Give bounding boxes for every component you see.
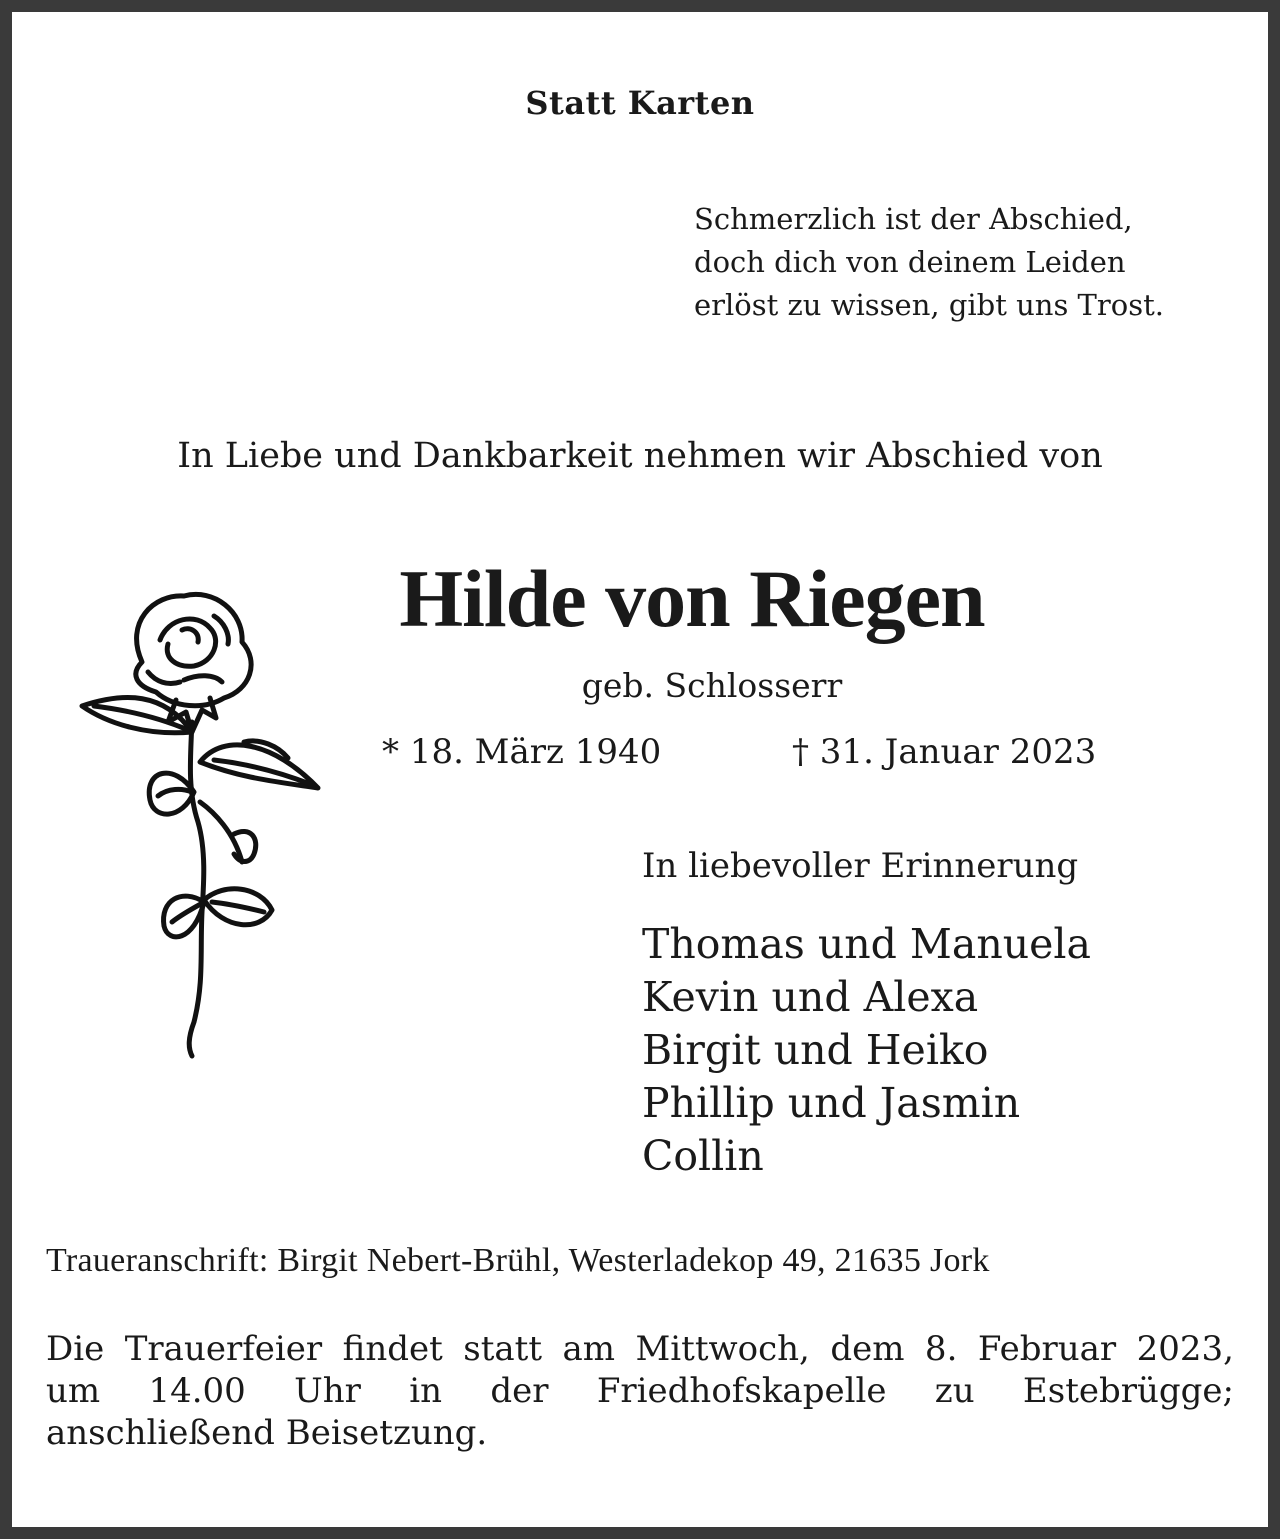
ceremony-line: Die Trauerfeier findet statt am Mittwoch, dem 8. Februar 2023, xyxy=(46,1329,1234,1369)
notice-header: Statt Karten xyxy=(525,84,755,122)
rose-icon xyxy=(64,582,324,1062)
intro-text: In Liebe und Dankbarkeit nehmen wir Abschied von xyxy=(177,436,1103,476)
ceremony-info xyxy=(46,1328,1234,1454)
mourner-list xyxy=(642,918,1091,1183)
list-item: Phillip und Jasmin xyxy=(642,1079,1021,1127)
death-date: † 31. Januar 2023 xyxy=(792,732,1097,772)
quote-line: Schmerzlich ist der Abschied, xyxy=(694,202,1133,236)
ceremony-line: anschließend Beisetzung. xyxy=(46,1413,488,1453)
obituary-notice xyxy=(12,12,1268,1527)
birth-date: * 18. März 1940 xyxy=(382,732,662,772)
memory-heading: In liebevoller Erinnerung xyxy=(642,846,1079,886)
quote-line: doch dich von deinem Leiden xyxy=(694,245,1126,279)
deceased-name: Hilde von Riegen xyxy=(399,553,985,644)
quote-line: erlöst zu wissen, gibt uns Trost. xyxy=(694,288,1164,322)
consolation-quote xyxy=(694,198,1254,327)
list-item: Kevin und Alexa xyxy=(642,973,979,1021)
ceremony-line: um 14.00 Uhr in der Friedhofskapelle zu Estebrügge; xyxy=(46,1371,1234,1411)
maiden-name: geb. Schlosserr xyxy=(581,666,843,705)
mourning-address: Traueranschrift: Birgit Nebert-Brühl, Westerladekop 49, 21635 Jork xyxy=(46,1242,990,1279)
list-item: Birgit und Heiko xyxy=(642,1026,989,1074)
list-item: Thomas und Manuela xyxy=(642,920,1091,968)
list-item: Collin xyxy=(642,1132,764,1180)
